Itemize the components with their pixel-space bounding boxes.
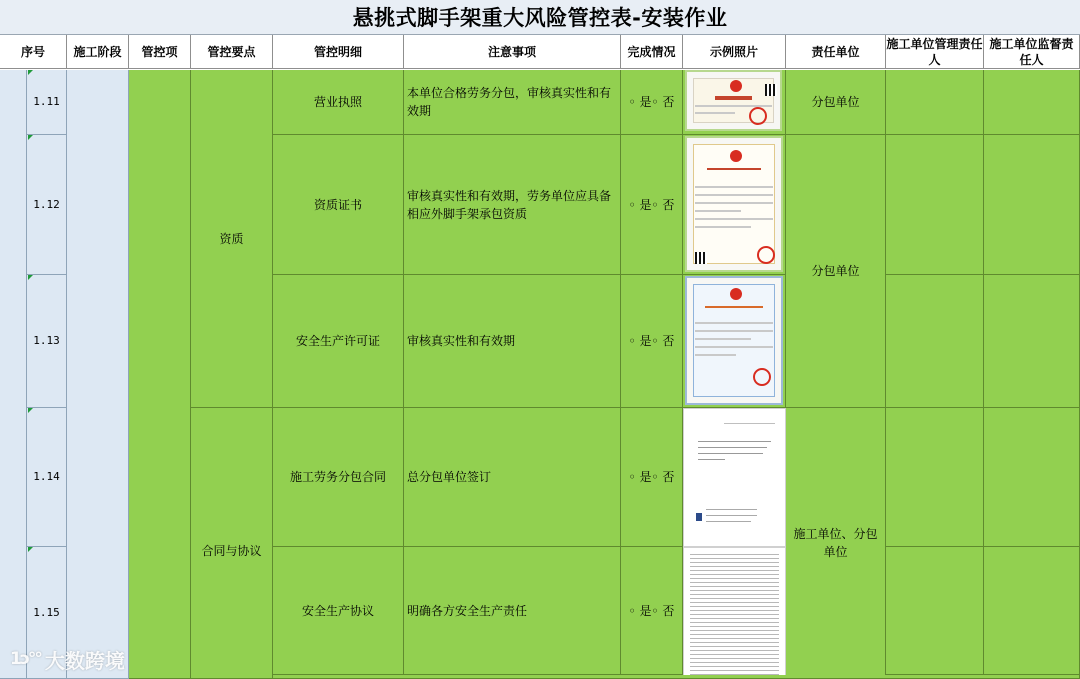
business-license-image[interactable] xyxy=(685,70,782,131)
responsible-unit-1[interactable]: 分包单位 xyxy=(786,70,886,135)
comment-indicator-icon xyxy=(28,70,33,75)
note-cell[interactable]: 总分包单位签订 xyxy=(404,408,621,547)
emblem-icon xyxy=(730,80,742,92)
manager-cell[interactable] xyxy=(886,275,984,408)
seq-cell[interactable]: 1.11 xyxy=(27,70,67,135)
completion-cell[interactable]: ◦ 是◦ 否 xyxy=(621,275,683,408)
manager-cell[interactable] xyxy=(886,135,984,275)
manager-cell[interactable] xyxy=(886,70,984,135)
manager-cell[interactable] xyxy=(886,547,984,675)
comment-indicator-icon xyxy=(28,135,33,140)
detail-cell[interactable]: 施工劳务分包合同 xyxy=(273,408,404,547)
stamp-icon xyxy=(753,368,771,386)
completion-cell[interactable]: ◦ 是◦ 否 xyxy=(621,70,683,135)
note-cell[interactable]: 明确各方安全生产责任 xyxy=(404,547,621,675)
sheet-title: 悬挑式脚手架重大风险管控表-安装作业 xyxy=(0,0,1080,35)
header-construction-supervisor: 施工单位监督责任人 xyxy=(984,35,1080,69)
emblem-icon xyxy=(730,150,742,162)
header-control-detail: 管控明细 xyxy=(273,35,404,69)
watermark-text: 大数跨境 xyxy=(44,648,125,673)
supervisor-cell[interactable] xyxy=(984,275,1080,408)
header-construction-manager: 施工单位管理责任人 xyxy=(886,35,984,69)
header-completion: 完成情况 xyxy=(621,35,683,69)
stamp-icon xyxy=(757,246,775,264)
next-row-strip xyxy=(273,675,1080,679)
seq-cell[interactable]: 1.12 xyxy=(27,135,67,275)
emblem-icon xyxy=(730,288,742,300)
supervisor-cell[interactable] xyxy=(984,547,1080,675)
labor-contract-image[interactable] xyxy=(683,408,786,547)
watermark xyxy=(10,644,125,674)
responsible-unit-2[interactable]: 分包单位 xyxy=(786,135,886,408)
detail-cell[interactable]: 资质证书 xyxy=(273,135,404,275)
completion-cell[interactable]: ◦ 是◦ 否 xyxy=(621,408,683,547)
detail-cell[interactable]: 安全生产协议 xyxy=(273,547,404,675)
document-text-lines xyxy=(690,554,779,678)
supervisor-cell[interactable] xyxy=(984,135,1080,275)
header-notes: 注意事项 xyxy=(404,35,621,69)
header-stage: 施工阶段 xyxy=(67,35,129,69)
safety-production-license-image[interactable] xyxy=(685,276,783,405)
logo-icon: 1ↄ°° xyxy=(10,649,41,669)
header-example-photo: 示例照片 xyxy=(683,35,786,69)
completion-cell[interactable]: ◦ 是◦ 否 xyxy=(621,135,683,275)
detail-cell[interactable]: 安全生产许可证 xyxy=(273,275,404,408)
qr-code-icon xyxy=(695,252,707,264)
comment-indicator-icon xyxy=(28,547,33,552)
header-control-point: 管控要点 xyxy=(191,35,273,69)
comment-indicator-icon xyxy=(28,408,33,413)
qualification-certificate-image[interactable] xyxy=(685,136,783,272)
comment-indicator-icon xyxy=(28,275,33,280)
header-control-item: 管控项 xyxy=(129,35,191,69)
detail-cell[interactable]: 营业执照 xyxy=(273,70,404,135)
manager-cell[interactable] xyxy=(886,408,984,547)
control-item-cell[interactable] xyxy=(129,70,191,679)
completion-cell[interactable]: ◦ 是◦ 否 xyxy=(621,547,683,675)
seq-margin xyxy=(0,70,27,679)
safety-agreement-image[interactable] xyxy=(683,547,786,679)
responsible-unit-3[interactable]: 施工单位、分包单位 xyxy=(786,408,886,679)
header-seq: 序号 xyxy=(0,35,67,69)
header-responsible-unit: 责任单位 xyxy=(786,35,886,69)
supervisor-cell[interactable] xyxy=(984,70,1080,135)
stamp-icon xyxy=(749,107,767,125)
supervisor-cell[interactable] xyxy=(984,408,1080,547)
note-cell[interactable]: 审核真实性和有效期，劳务单位应具备相应外脚手架承包资质 xyxy=(404,135,621,275)
note-cell[interactable]: 本单位合格劳务分包，审核真实性和有效期 xyxy=(404,70,621,135)
logo-mark-icon xyxy=(696,513,702,521)
control-point-qualification[interactable]: 资质 xyxy=(191,70,273,408)
stage-cell[interactable] xyxy=(67,70,129,679)
control-point-contract[interactable]: 合同与协议 xyxy=(191,408,273,679)
note-cell[interactable]: 审核真实性和有效期 xyxy=(404,275,621,408)
seq-cell[interactable]: 1.13 xyxy=(27,275,67,408)
seq-cell[interactable]: 1.14 xyxy=(27,408,67,547)
seq-cell[interactable]: 1.15 xyxy=(27,547,67,679)
qr-code-icon xyxy=(765,84,777,96)
